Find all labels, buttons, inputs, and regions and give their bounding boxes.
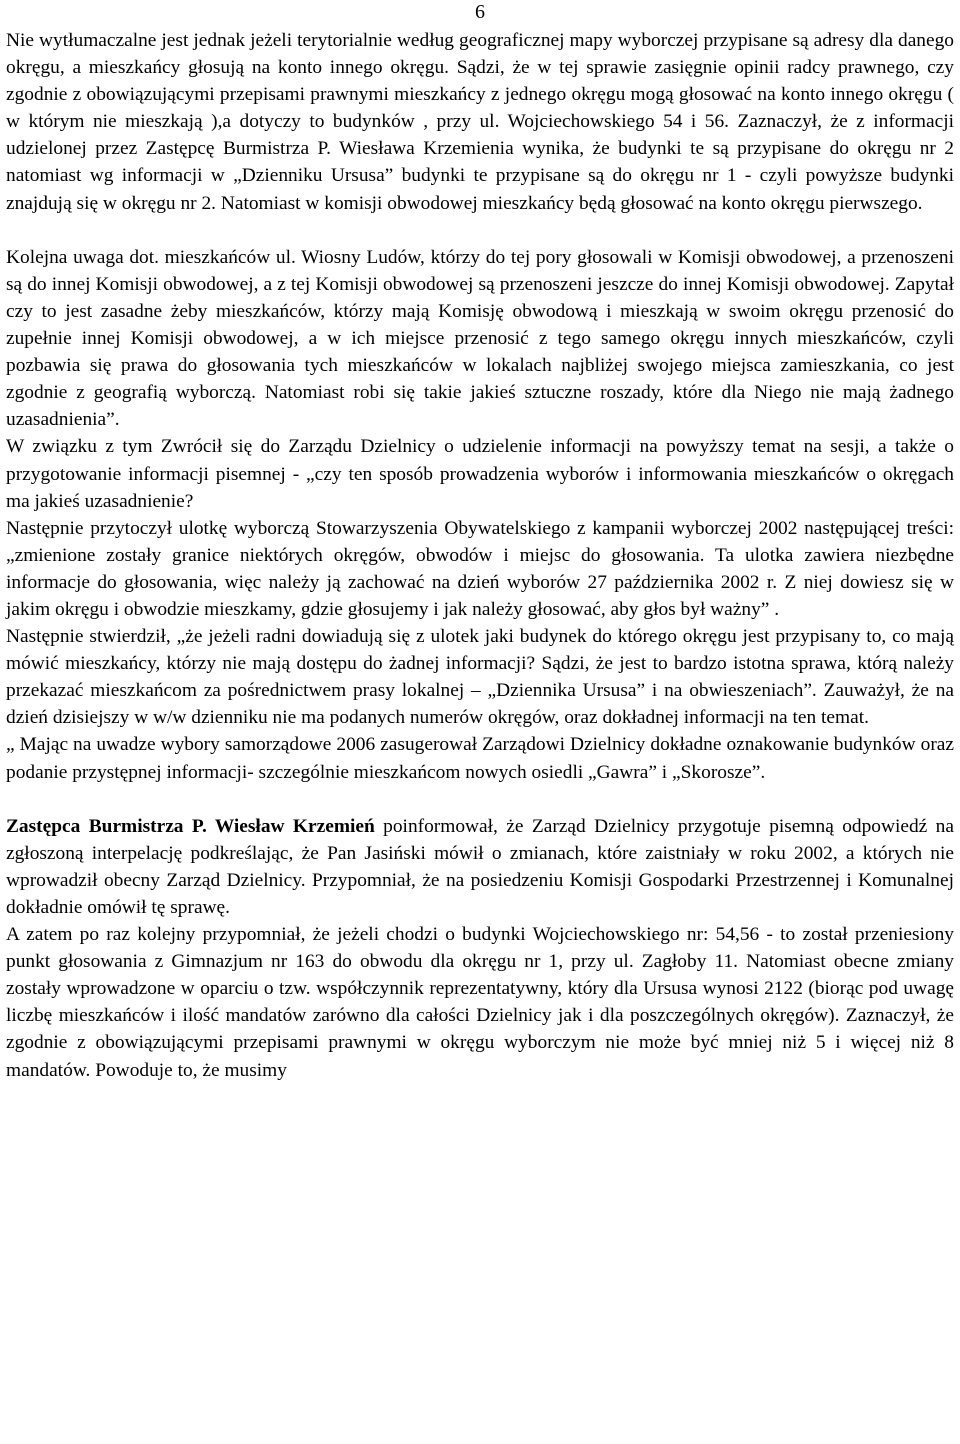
paragraph-gap (6, 786, 954, 813)
paragraph-odpowiedz-zastepcy (6, 813, 954, 921)
paragraph-oznakowanie: „ Mając na uwadze wybory samorządowe 2006 zasugerował Zarządowi Dzielnicy dokładne oznakowanie budynków oraz podanie przystępnej informacji- szczególnie mieszkańcom nowych osiedli „Gawra” i „Skorosze”. (6, 734, 954, 783)
paragraph-gap (6, 217, 954, 244)
speaker-name: Zastępca Burmistrza P. Wiesław Krzemień (6, 815, 375, 837)
paragraph-przypomnienie: A zatem po raz kolejny przypomniał, że jeżeli chodzi o budynki Wojciechowskiego nr: 54,56 - to został przeniesiony punkt głosowania z Gimnazjum nr 163 do obwodu dla okręgu nr 1, przy ul. Zagłoby 11. Natomiast obecne zmiany zostały wprowadzone w oparciu o tzw. współczynnik reprezentatywny, który dla Ursusa wynosi 2122 (biorąc pod uwagę liczbę mieszkańców i ilość mandatów zarówno dla całości Dzielnicy jak i dla poszczególnych okręgów). Zaznaczył, że zgodnie z obowiązującymi przepisami prawnymi w okręgu wyborczym nie może być mniej niż 5 i więcej niż 8 mandatów. Powoduje to, że musimy (6, 924, 954, 1081)
paragraph-wiosny-ludow: Kolejna uwaga dot. mieszkańców ul. Wiosny Ludów, którzy do tej pory głosowali w Komisji obwodowej, a przenoszeni są do innej Komisji obwodowej, a z tej Komisji obwodowej są przenoszeni jeszcze do innej Komisji obwodowej. Zapytał czy to jest zasadne żeby mieszkańców, którzy mają Komisję obwodową i mieszkają w swoim okręgu przenosić do zupełnie innej Komisji obwodowej, a w ich miejsce przenosić z tego samego okręgu innych mieszkańców, czyli pozbawia się prawa do głosowania tych mieszkańców w lokalach najbliżej swojego miejsca zamieszkania, co jest zgodnie z geografią wyborczą. Natomiast robi się takie jakieś sztuczne roszady, które dla Niego nie mają żadnego uzasadnienia”. (6, 246, 954, 431)
speaker-statement: poinformował, że Zarząd Dzielnicy przygotuje pisemną odpowiedź na zgłoszoną interpelację podkreślając, że Pan Jasiński mówił o zmianach, które zaistniały w roku 2002, a których nie wprowadził obecny Zarząd Dzielnicy. Przypomniał, że na posiedzeniu Komisji Gospodarki Przestrzennej i Komunalnej dokładnie omówił tę sprawę. (6, 815, 954, 918)
paragraph-okregi-adresy: Nie wytłumaczalne jest jednak jeżeli terytorialnie według geograficznej mapy wyborczej przypisane są adresy dla danego okręgu, a mieszkańcy głosują na konto innego okręgu. Sądzi, że w tej sprawie zasięgnie opinii radcy prawnego, czy zgodnie z obowiązującymi przepisami prawnymi mieszkańcy z jednego okręgu mogą głosować na konto innego okręgu ( w którym nie mieszkają ),a dotyczy to budynków , przy ul. Wojciechowskiego 54 i 56. Zaznaczył, że z informacji udzielonej przez Zastępcę Burmistrza P. Wiesława Krzemienia wynika, że budynki te są przypisane do okręgu nr 2 natomiast wg informacji w „Dzienniku Ursusa” budynki te przypisane są do okręgu nr 1 - czyli powyższe budynki znajdują się w okręgu nr 2. Natomiast w komisji obwodowej mieszkańcy będą głosować na konto okręgu pierwszego. (6, 30, 954, 214)
paragraph-ulotka-wyborcza: Następnie przytoczył ulotkę wyborczą Stowarzyszenia Obywatelskiego z kampanii wyborczej 2002 następującej treści: „zmienione zostały granice niektórych okręgów, obwodów i miejsc do głosowania. Ta ulotka zawiera niezbędne informacje do głosowania, więc należy ją zachować na dzień wyborów 27 października 2002 r. Z niej dowiesz się w jakim okręgu i obwodzie mieszkamy, gdzie głosujemy i jak należy głosować, aby głos był ważny” . (6, 517, 954, 620)
page-number: 6 (475, 1, 485, 23)
paragraph-wniosek-informacja: W związku z tym Zwrócił się do Zarządu Dzielnicy o udzielenie informacji na powyższy temat na sesji, a także o przygotowanie informacji pisemnej - „czy ten sposób prowadzenia wyborów i informowania mieszkańców o okręgach ma jakieś uzasadnienie? (6, 436, 954, 512)
document-body (6, 27, 954, 1084)
paragraph-stwierdzenie: Następnie stwierdził, „że jeżeli radni dowiadują się z ulotek jaki budynek do którego okręgu jest przypisany to, co mają mówić mieszkańcy, którzy nie mają dostępu do żadnej informacji? Sądzi, że jest to bardzo istotna sprawa, którą należy przekazać mieszkańcom za pośrednictwem prasy lokalnej – „Dziennika Ursusa” i na obwieszeniach”. Zauważył, że na dzień dzisiejszy w w/w dzienniku nie ma podanych numerów okręgów, oraz dokładnej informacji na ten temat. (6, 626, 954, 729)
